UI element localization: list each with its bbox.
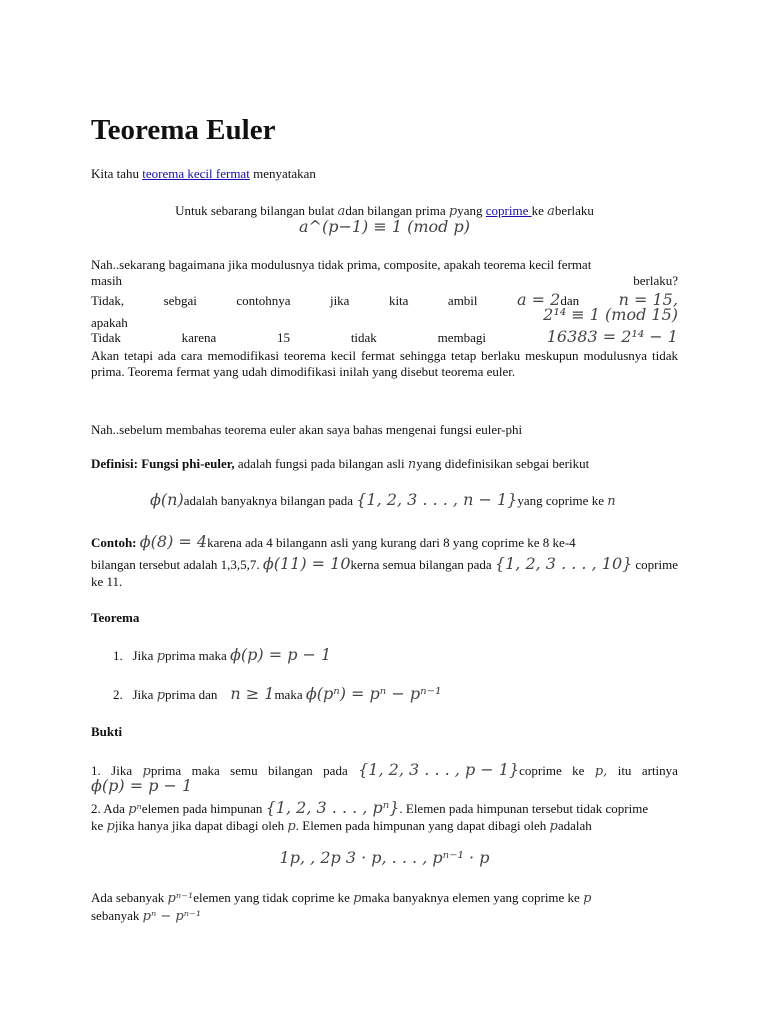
- proof-text: elemen yang tidak coprime ke: [193, 890, 354, 905]
- math-condition: n ≥ 1: [230, 684, 275, 703]
- math-p: p: [156, 688, 166, 703]
- theorem-item-1: [113, 647, 331, 665]
- word: sebgai: [163, 293, 197, 308]
- math-phi11: ϕ(11) = 10: [262, 554, 351, 573]
- math-n-eq: n = 15,: [618, 290, 678, 309]
- math-phi-n: ϕ(n): [150, 490, 184, 509]
- word: Tidak,: [91, 293, 125, 308]
- proof-text: ke: [91, 818, 107, 833]
- word: coprime: [519, 763, 562, 778]
- coprime-link[interactable]: coprime: [485, 203, 532, 218]
- proof-text: jika hanya jika dapat dibagi oleh: [114, 818, 288, 833]
- word: ke: [572, 763, 585, 778]
- word: 1.: [91, 763, 101, 778]
- page-title: Teorema Euler: [91, 114, 276, 146]
- math-phi8: ϕ(8) = 4: [139, 532, 208, 551]
- paragraph-modifikasi: Akan tetapi ada cara memodifikasi teorema kecil fermat sehingga tetap berlaku meskupun modulusnya tidak prima. Teorema fermat yang udah dimodifikasi inilah yang disebut teorema euler.: [91, 348, 678, 379]
- definition-phi: [150, 492, 616, 510]
- word: semu: [230, 763, 258, 778]
- question-line-1: Nah..sekarang bagaimana jika modulusnya tidak prima, composite, apakah teorema kecil fermat: [91, 257, 592, 272]
- word: artinya: [641, 763, 678, 778]
- math-set: {1, 2, 3 . . . , p − 1}: [358, 760, 520, 779]
- proof-text: Ada sebanyak: [91, 890, 168, 905]
- paragraph-sebelum: Nah..sebelum membahas teorema euler akan saya bahas mengenai fungsi euler-phi: [91, 422, 523, 437]
- proof-text: adalah: [557, 818, 592, 833]
- example-text: kerna semua bilangan pada: [350, 557, 495, 572]
- item-text: Jika: [132, 687, 157, 702]
- proof-line-2b: [91, 818, 678, 835]
- item-text: prima maka: [165, 648, 231, 663]
- math-a-eq: a = 2: [517, 290, 561, 309]
- word: p,: [594, 764, 608, 779]
- fermat-text: ke: [531, 203, 548, 218]
- text-masih: masih: [91, 273, 123, 288]
- definition-line: [91, 456, 678, 473]
- math-set: {1, 2, 3 . . . , pⁿ}: [265, 798, 400, 817]
- proof-line-1b: [91, 778, 678, 795]
- proof-line-3b: [91, 908, 678, 925]
- word: maka: [191, 763, 220, 778]
- proof-sequence: [91, 850, 678, 867]
- fermat-text: berlaku: [554, 203, 594, 218]
- math-sequence: 1p, , 2p 3 · p, . . . , pⁿ⁻¹ · p: [279, 848, 490, 867]
- proof-text: . Elemen pada himpunan yang dapat dibagi oleh: [295, 818, 550, 833]
- theorem-item-2: [113, 686, 441, 704]
- math-p: p: [142, 764, 151, 779]
- example-label: Contoh:: [91, 535, 137, 550]
- definition-text: adalah fungsi pada bilangan asli: [234, 456, 408, 471]
- math-p: p: [156, 649, 166, 664]
- math-a: a: [547, 204, 555, 219]
- math-p: p: [353, 891, 362, 906]
- definition-label: Definisi: Fungsi phi-euler,: [91, 456, 235, 471]
- word: membagi: [437, 330, 486, 345]
- proof-heading-text: Bukti: [91, 724, 123, 739]
- proof-text: sebanyak: [91, 908, 143, 923]
- word: dan: [560, 293, 580, 308]
- fermat-text: Untuk sebarang bilangan bulat: [175, 203, 338, 218]
- example-text: bilangan tersebut adalah 1,3,5,7.: [91, 557, 260, 572]
- math-a: a: [337, 204, 346, 219]
- item-text: maka: [274, 687, 306, 702]
- word: jika: [329, 293, 350, 308]
- definition-text: adalah banyaknya bilangan pada: [183, 493, 357, 508]
- fermat-formula: [91, 219, 678, 236]
- math-p: p: [549, 819, 558, 834]
- example-text: coprime: [635, 557, 678, 572]
- math-set: {1, 2, 3 . . . , 10}: [494, 554, 633, 573]
- word: kita: [388, 293, 409, 308]
- math-16383: 16383 = 2¹⁴ − 1: [546, 327, 678, 346]
- text-berlaku: berlaku?: [633, 273, 678, 288]
- proof-text: elemen pada himpunan: [141, 801, 266, 816]
- question-line-2: [91, 273, 678, 289]
- proof-line-3: [91, 890, 678, 907]
- math-set: {1, 2, 3 . . . , n − 1}: [356, 490, 518, 509]
- word: tidak: [350, 330, 377, 345]
- word: ambil: [447, 293, 478, 308]
- theorem-heading: [91, 610, 678, 626]
- item-number: 2.: [113, 687, 123, 702]
- math-pn1: pⁿ⁻¹: [167, 891, 194, 906]
- word: Jika: [111, 763, 133, 778]
- math-p: p: [583, 891, 592, 906]
- text-apakah: apakah: [91, 315, 128, 330]
- math-formula: pⁿ − pⁿ⁻¹: [142, 909, 202, 924]
- math-n: n: [407, 457, 417, 472]
- intro-paragraph: [91, 166, 678, 182]
- intro-text-end: menyatakan: [249, 166, 316, 181]
- math-n: n: [607, 494, 616, 509]
- example-line-3: ke 11.: [91, 574, 123, 589]
- fermat-formula-math: a^(p−1) ≡ 1 (mod p): [299, 217, 470, 236]
- math-p: p: [448, 204, 458, 219]
- definition-text: yang coprime ke: [517, 493, 608, 508]
- math-formula: ϕ(p) = p − 1: [91, 776, 193, 795]
- math-formula: ϕ(pⁿ) = pⁿ − pⁿ⁻¹: [305, 684, 442, 703]
- word: pada: [323, 763, 348, 778]
- example-line-1: [91, 534, 678, 551]
- item-text: prima dan: [165, 687, 221, 702]
- proof-text: . Elemen pada himpunan tersebut tidak coprime: [399, 801, 649, 816]
- item-text: Jika: [132, 648, 157, 663]
- fermat-text: yang: [457, 203, 486, 218]
- math-p: p: [287, 819, 296, 834]
- question-line-5: [91, 329, 678, 346]
- math-p: p: [106, 819, 115, 834]
- word: bilangan: [268, 763, 313, 778]
- math-pn: pⁿ: [128, 802, 142, 817]
- word: karena: [181, 330, 217, 345]
- math-congruence: 2¹⁴ ≡ 1 (mod 15): [543, 305, 678, 324]
- example-line-2: [91, 556, 678, 573]
- item-number: 1.: [113, 648, 123, 663]
- word: 15: [277, 330, 291, 345]
- example-text: karena ada 4 bilangann asli yang kurang dari 8 yang coprime ke 8 ke-4: [207, 535, 576, 550]
- teorema-kecil-fermat-link[interactable]: teorema kecil fermat: [142, 166, 250, 181]
- word: prima: [150, 763, 182, 778]
- word: contohnya: [236, 293, 291, 308]
- definition-text: yang didefinisikan sebgai berikut: [416, 456, 590, 471]
- proof-line-2: [91, 800, 678, 818]
- word: Tidak: [91, 330, 121, 345]
- word: itu: [617, 763, 632, 778]
- proof-text: 2. Ada: [91, 801, 129, 816]
- theorem-heading-text: Teorema: [91, 610, 140, 625]
- intro-text: Kita tahu: [91, 166, 143, 181]
- math-formula: ϕ(p) = p − 1: [230, 645, 332, 664]
- fermat-text: dan bilangan prima: [345, 203, 449, 218]
- proof-text: maka banyaknya elemen yang coprime ke: [361, 890, 584, 905]
- proof-heading: [91, 724, 678, 740]
